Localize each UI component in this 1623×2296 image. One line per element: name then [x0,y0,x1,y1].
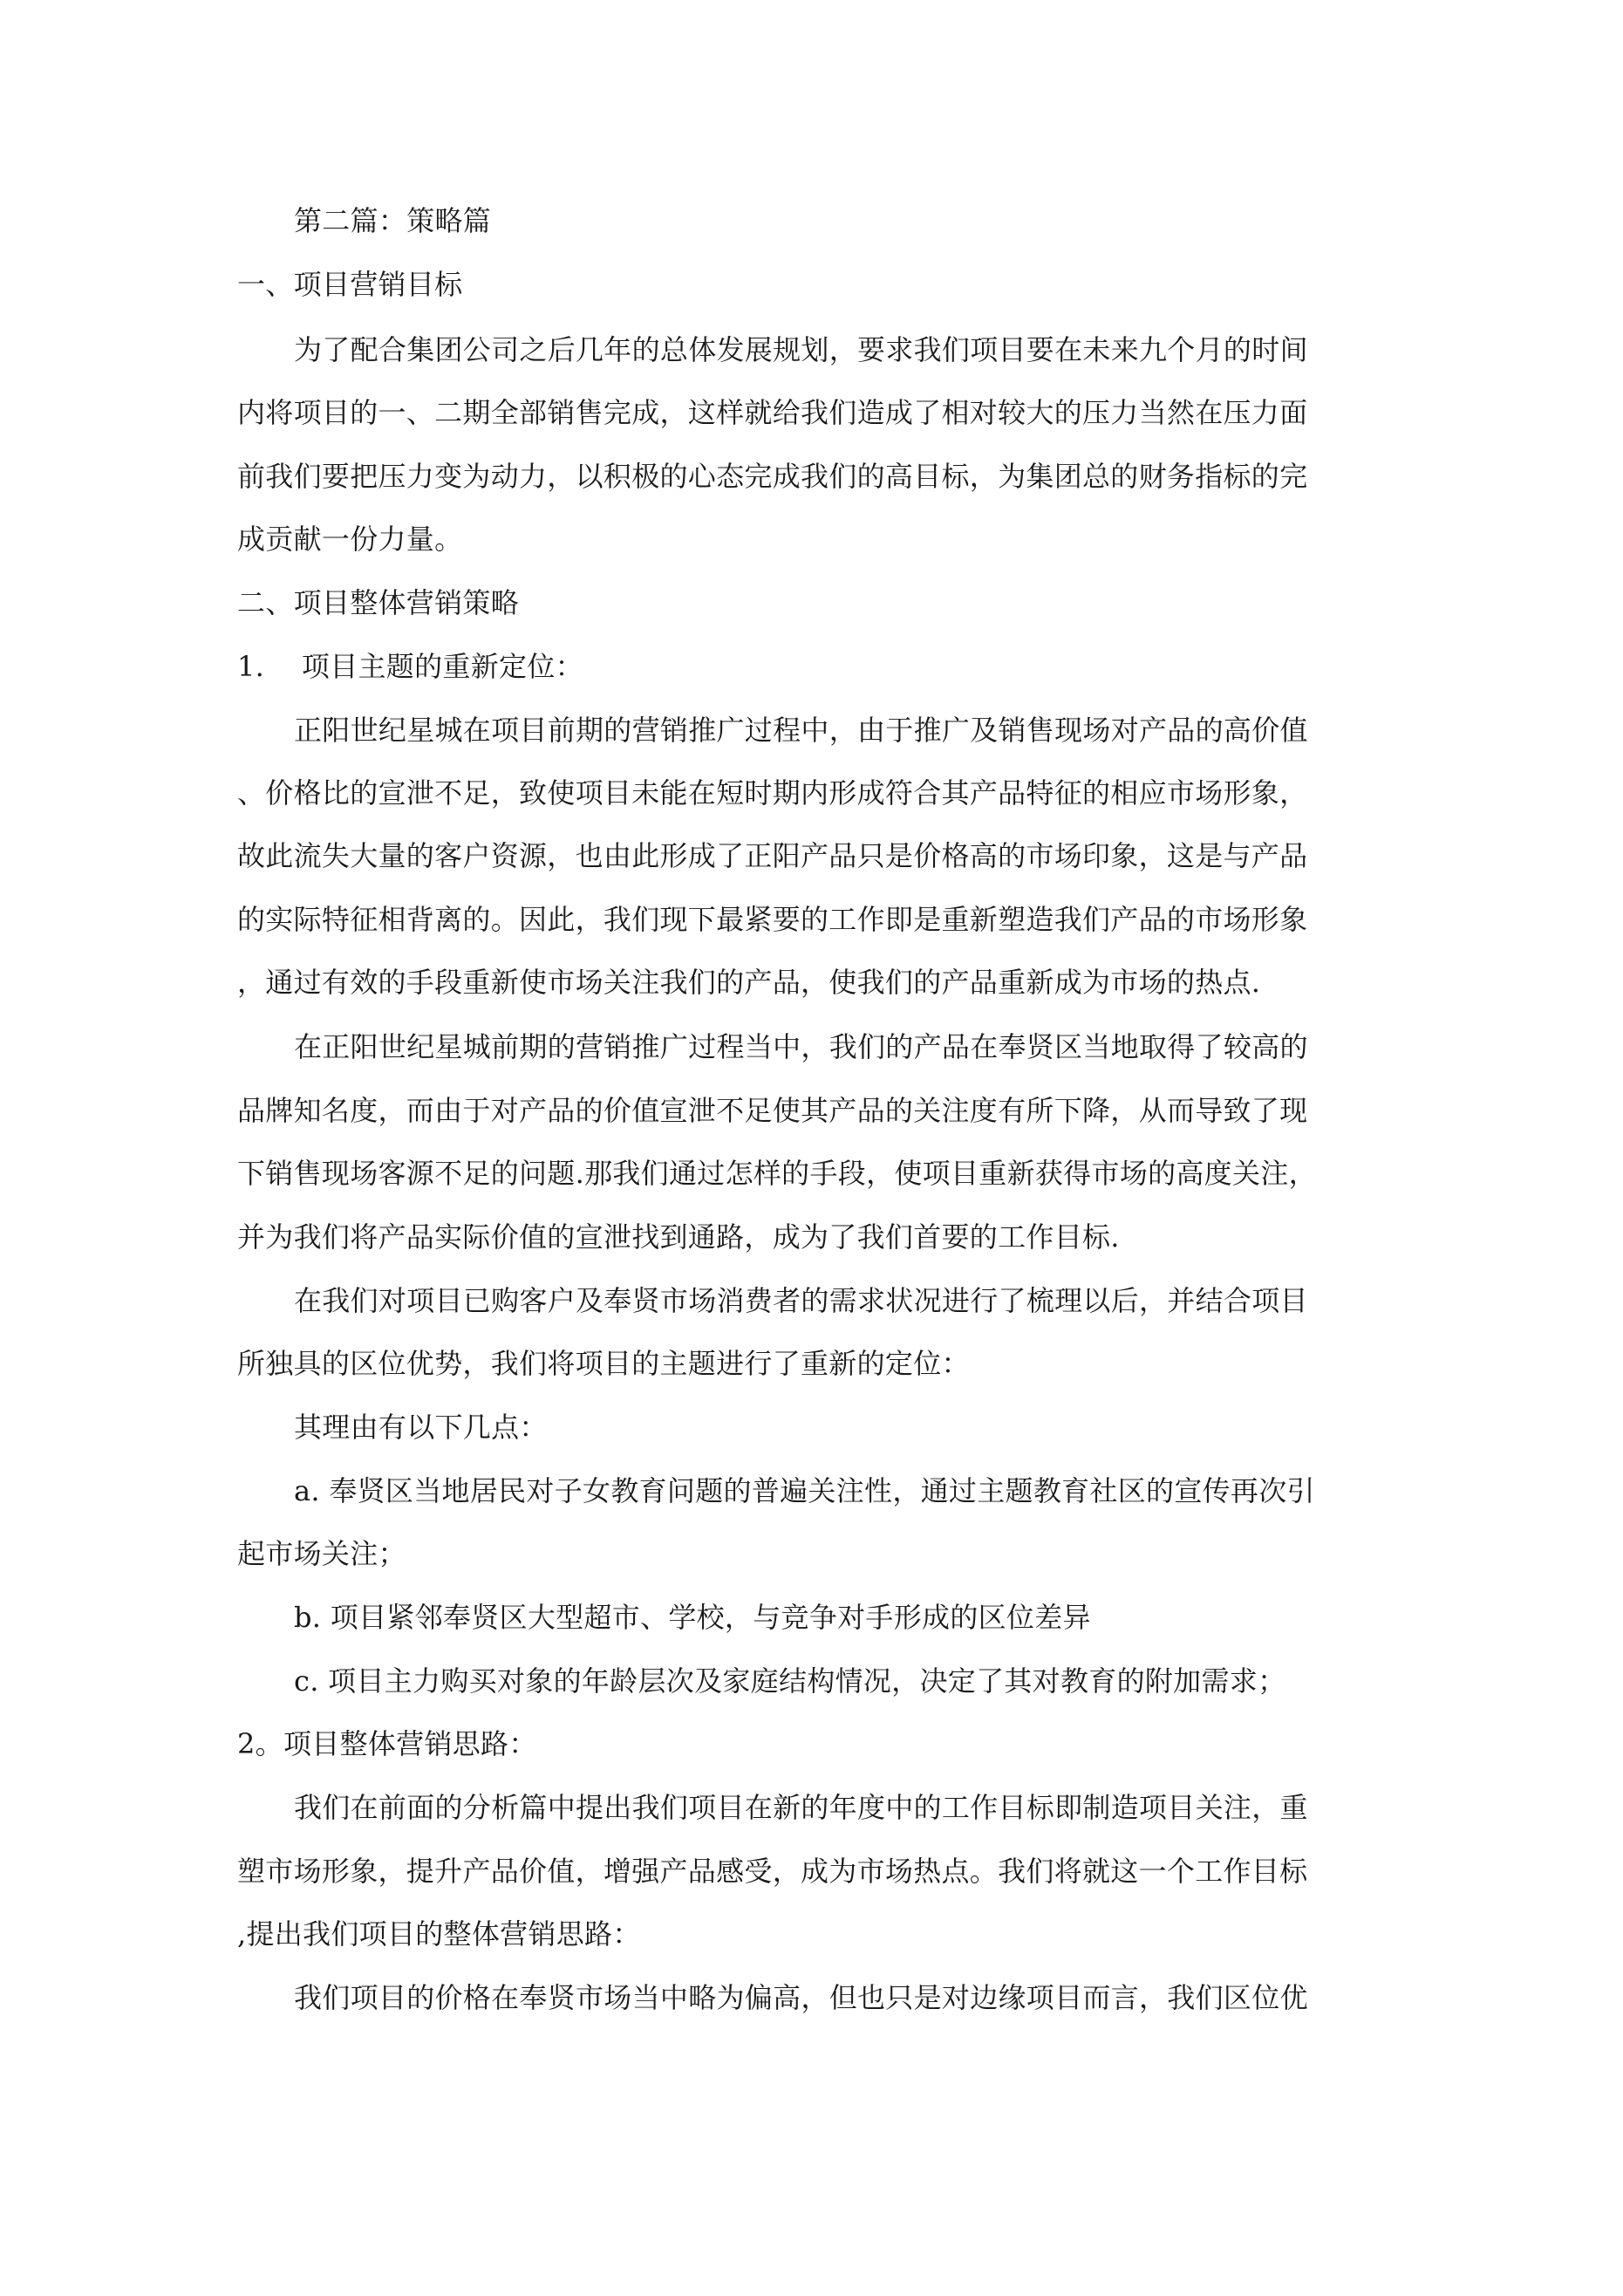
section-1-heading: 一、项目营销目标 [237,268,463,301]
reason-a-line-2: 起市场关注； [237,1537,406,1570]
subsection-1-para-3-line-1: 在我们对项目已购客户及奉贤市场消费者的需求状况进行了梳理以后，并结合项目 [294,1284,1308,1317]
subsection-1-para-2-line-1: 在正阳世纪星城前期的营销推广过程当中，我们的产品在奉贤区当地取得了较高的 [294,1030,1308,1063]
section-1-paragraph-line-1: 为了配合集团公司之后几年的总体发展规划，要求我们项目要在未来九个月的时间 [294,333,1308,366]
subsection-2-para-1-line-1: 我们在前面的分析篇中提出我们项目在新的年度中的工作目标即制造项目关注，重 [294,1791,1308,1824]
subsection-1-para-2-line-2: 品牌知名度，而由于对产品的价值宣泄不足使其产品的关注度有所下降，从而导致了现 [237,1094,1308,1127]
section-1-paragraph-line-2: 内将项目的一、二期全部销售完成，这样就给我们造成了相对较大的压力当然在压力面 [237,396,1308,429]
subsection-2-heading: 2。项目整体营销思路： [237,1727,537,1760]
part-title: 第二篇：策略篇 [294,204,492,237]
subsection-1-para-2-line-4: 并为我们将产品实际价值的宣泄找到通路，成为了我们首要的工作目标. [237,1220,1120,1254]
subsection-1-para-1-line-4: 的实际特征相背离的。因此，我们现下最紧要的工作即是重新塑造我们产品的市场形象 [237,903,1308,936]
section-2-heading: 二、项目整体营销策略 [237,586,520,619]
subsection-1-para-1-line-5: ，通过有效的手段重新使市场关注我们的产品，使我们的产品重新成为市场的热点. [237,966,1261,999]
subsection-1-para-1-line-3: 故此流失大量的客户资源，也由此形成了正阳产品只是价格高的市场印象，这是与产品 [237,839,1308,872]
subsection-1-para-3-line-2: 所独具的区位优势，我们将项目的主题进行了重新的定位： [237,1347,970,1380]
reasons-intro: 其理由有以下几点： [294,1411,548,1444]
subsection-2-para-2-line-1: 我们项目的价格在奉贤市场当中略为偏高，但也只是对边缘项目而言，我们区位优 [294,1981,1308,2014]
reason-c: c. 项目主力购买对象的年龄层次及家庭结构情况，决定了其对教育的附加需求； [294,1664,1286,1698]
section-1-paragraph-line-3: 前我们要把压力变为动力，以积极的心态完成我们的高目标，为集团总的财务指标的完 [237,460,1308,493]
subsection-1-para-2-line-3: 下销售现场客源不足的问题.那我们通过怎样的手段，使项目重新获得市场的高度关注， [237,1157,1317,1190]
subsection-1-para-1-line-2: 、价格比的宣泄不足，致使项目未能在短时期内形成符合其产品特征的相应市场形象， [237,776,1308,810]
section-1-paragraph-line-4: 成贡献一份力量。 [237,523,463,556]
subsection-2-para-1-line-3: ,提出我们项目的整体营销思路： [237,1917,641,1951]
subsection-2-para-1-line-2: 塑市场形象，提升产品价值，增强产品感受，成为市场热点。我们将就这一个工作目标 [237,1855,1308,1888]
subsection-1-heading: 1. 项目主题的重新定位： [237,650,583,683]
reason-b: b. 项目紧邻奉贤区大型超市、学校，与竞争对手形成的区位差异 [294,1601,1091,1634]
reason-a-line-1: a. 奉贤区当地居民对子女教育问题的普遍关注性，通过主题教育社区的宣传再次引 [294,1474,1315,1507]
subsection-1-para-1-line-1: 正阳世纪星城在项目前期的营销推广过程中，由于推广及销售现场对产品的高价值 [294,714,1308,747]
